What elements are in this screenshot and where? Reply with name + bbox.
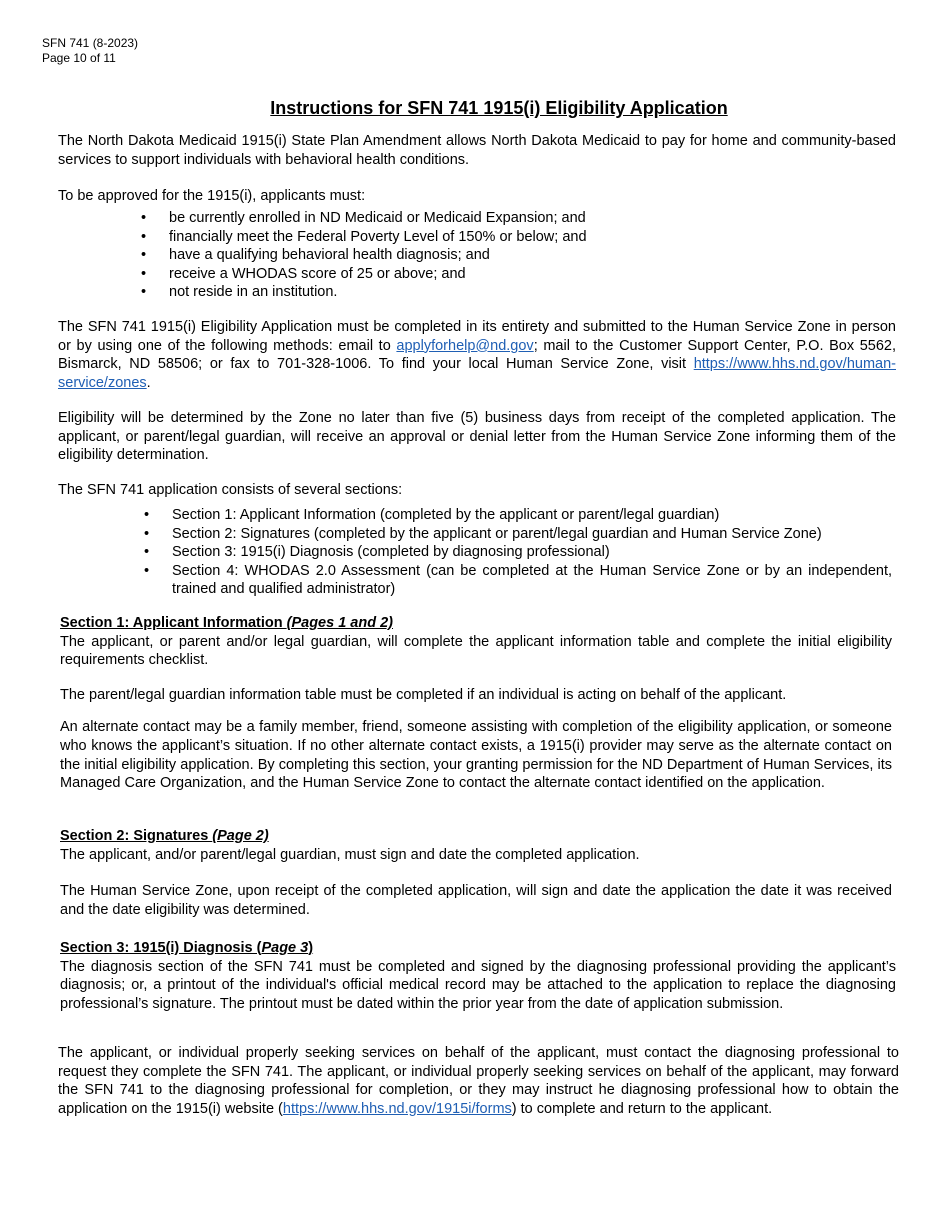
section1-heading: Section 1: Applicant Information (Pages 1 and 2) <box>60 615 394 631</box>
section1-p2: The parent/legal guardian information table must be completed if an individual is acting on behalf of the applicant. <box>60 686 787 703</box>
criteria-list <box>141 209 841 302</box>
list-item: • not reside in an institution. <box>141 283 841 302</box>
section3-heading: Section 3: 1915(i) Diagnosis (Page 3) <box>60 940 314 956</box>
section3 <box>60 939 896 1013</box>
list-item: • Section 3: 1915(i) Diagnosis (completed by diagnosing professional) <box>144 543 892 562</box>
section2-p1: The applicant, and/or parent/legal guardian, must sign and date the completed application. <box>60 846 640 863</box>
sections-intro: The SFN 741 application consists of several sections: <box>58 482 403 498</box>
section2-p2: The Human Service Zone, upon receipt of the completed application, will sign and date the application the date it was received and the date eligibility was determined. <box>60 883 892 918</box>
list-item: • Section 4: WHODAS 2.0 Assessment (can be completed at the Human Service Zone or by an independent, trained and qualified administrator) <box>144 562 892 599</box>
list-item: • be currently enrolled in ND Medicaid or Medicaid Expansion; and <box>141 209 841 228</box>
form-header <box>42 36 138 66</box>
submission-paragraph: The SFN 741 1915(i) Eligibility Application must be completed in its entirety and submitted to the Human Service Zone in person or by using one of the following methods: email to applyforhelp@nd.gov; mail to the Customer Support Center, P.O. Box 5562, Bismarck, ND 58506; or fax to 701-328-1006. To find your local Human Service Zone, visit https://www.hhs.nd.gov/human-service/zones. <box>58 319 897 391</box>
list-item: • Section 1: Applicant Information (completed by the applicant or parent/legal guardian) <box>144 506 892 525</box>
section3-p2: The applicant, or individual properly seeking services on behalf of the applicant, must contact the diagnosing professional to request they complete the SFN 741. The applicant, or individual properly seeking services on behalf of the applicant, may forward the SFN 741 to the diagnosing professional for completion, or they may instruct he diagnosing professional how to obtain the application on the 1915(i) website (https://www.hhs.nd.gov/1915i/forms) to complete and return to the applicant. <box>58 1045 899 1117</box>
section3-p1: The diagnosis section of the SFN 741 must be completed and signed by the diagnosing professional providing the applicant’s diagnosis; or, a printout of the individual's official medical record may be attached to the application to replace the diagnosing professional’s signature. The printout must be dated within the prior year from the date of application submission. <box>60 958 896 1012</box>
section2 <box>60 827 892 919</box>
zones-link[interactable]: https://www.hhs.nd.gov/human-service/zones <box>58 356 896 391</box>
criteria-intro: To be approved for the 1915(i), applicants must: <box>58 188 366 204</box>
eligibility-paragraph: Eligibility will be determined by the Zone no later than five (5) business days from receipt of the completed application. The applicant, or parent/legal guardian, will receive an approval or denial letter from the Human Service Zone informing them of the eligibility determination. <box>58 410 896 464</box>
page-number: Page 10 of 11 <box>42 51 116 65</box>
list-item: • receive a WHODAS score of 25 or above; and <box>141 265 841 284</box>
list-item: • financially meet the Federal Poverty Level of 150% or below; and <box>141 228 841 247</box>
page-title: Instructions for SFN 741 1915(i) Eligibility Application <box>270 98 728 118</box>
list-item: • Section 2: Signatures (completed by the applicant or parent/legal guardian and Human Service Zone) <box>144 525 892 544</box>
email-link[interactable]: applyforhelp@nd.gov <box>396 337 534 354</box>
forms-link[interactable]: https://www.hhs.nd.gov/1915i/forms <box>282 1100 512 1117</box>
list-item: • have a qualifying behavioral health diagnosis; and <box>141 246 841 265</box>
section1 <box>60 614 892 793</box>
intro-paragraph: The North Dakota Medicaid 1915(i) State Plan Amendment allows North Dakota Medicaid to pay for home and community-based services to support individuals with behavioral health conditions. <box>58 133 896 168</box>
section1-p3: An alternate contact may be a family member, friend, someone assisting with completion of the eligibility application, or someone who knows the applicant’s situation. If no other alternate contact exists, a 1915(i) provider may serve as the alternate contact on the initial eligibility application. By completing this section, your granting permission for the ND Department of Human Services, its Managed Care Organization, and the Human Service Zone to contact the alternate contact identified on the application. <box>60 719 892 792</box>
sections-list <box>144 506 892 599</box>
form-id: SFN 741 (8-2023) <box>42 36 139 50</box>
section2-heading: Section 2: Signatures (Page 2) <box>60 828 269 844</box>
section1-p1: The applicant, or parent and/or legal guardian, will complete the applicant information table and complete the initial eligibility requirements checklist. <box>60 633 892 669</box>
